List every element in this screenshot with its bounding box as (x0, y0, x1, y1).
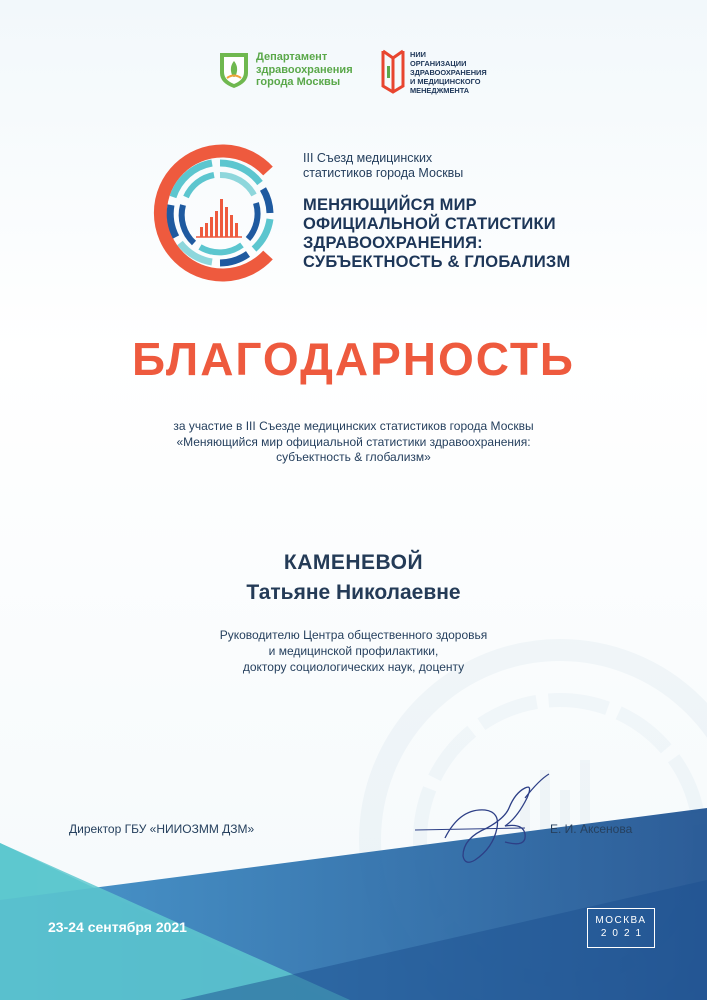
congress-title-line: МЕНЯЮЩИЙСЯ МИР (303, 196, 477, 214)
signer-role: Директор ГБУ «НИИОЗММ ДЗМ» (69, 822, 255, 836)
congress-ring-chart-emblem-icon (150, 143, 290, 283)
event-date: 23-24 сентября 2021 (48, 919, 187, 935)
recipient-position (0, 627, 707, 675)
department-line: здравоохранения (256, 63, 353, 76)
moscow-health-department-emblem-icon (218, 51, 250, 89)
congress-subtitle-line: статистиков города Москвы (303, 166, 464, 180)
reason-line: за участие в III Съезде медицинских статистиков города Москвы (173, 419, 534, 433)
certificate-reason (0, 419, 707, 466)
institute-logo (380, 48, 510, 98)
institute-line: НИИ (410, 50, 426, 59)
signer-name: Е. И. Аксенова (550, 822, 633, 836)
department-logo (218, 50, 356, 90)
nii-book-emblem-icon (380, 48, 406, 94)
congress-subtitle-line: III Съезд медицинских (303, 151, 433, 165)
institute-line: МЕНЕДЖМЕНТА (410, 86, 470, 95)
institute-line: ЗДРАВООХРАНЕНИЯ (410, 68, 487, 77)
institute-line: ОРГАНИЗАЦИИ (410, 59, 467, 68)
congress-title-line: СУБЪЕКТНОСТЬ & ГЛОБАЛИЗМ (303, 253, 571, 271)
handwritten-signature (405, 768, 565, 868)
position-line: доктору социологических наук, доценту (242, 660, 465, 674)
recipient-name: Татьяне Николаевне (246, 581, 461, 604)
congress-title-line: ЗДРАВООХРАНЕНИЯ: (303, 234, 483, 252)
department-line: Департамент (256, 51, 328, 64)
reason-line: «Меняющийся мир официальной статистики здравоохранения: (176, 434, 531, 449)
recipient-surname: КАМЕНЕВОЙ (283, 551, 424, 574)
congress-title (303, 196, 570, 272)
department-line: города Москвы (256, 76, 341, 89)
congress-title-line: ОФИЦИАЛЬНОЙ СТАТИСТИКИ (303, 215, 556, 233)
badge-year: 2021 (600, 928, 648, 939)
position-line: и медицинской профилактики, (268, 644, 439, 658)
reason-line: субъектность & глобализм» (276, 450, 431, 464)
certificate-title: БЛАГОДАРНОСТЬ (132, 333, 575, 385)
institute-line: И МЕДИЦИНСКОГО (410, 77, 481, 86)
position-line: Руководителю Центра общественного здоровья (219, 628, 488, 642)
congress-subtitle (303, 151, 463, 181)
badge-city: МОСКВА (595, 915, 647, 926)
moscow-2021-badge (587, 908, 655, 948)
